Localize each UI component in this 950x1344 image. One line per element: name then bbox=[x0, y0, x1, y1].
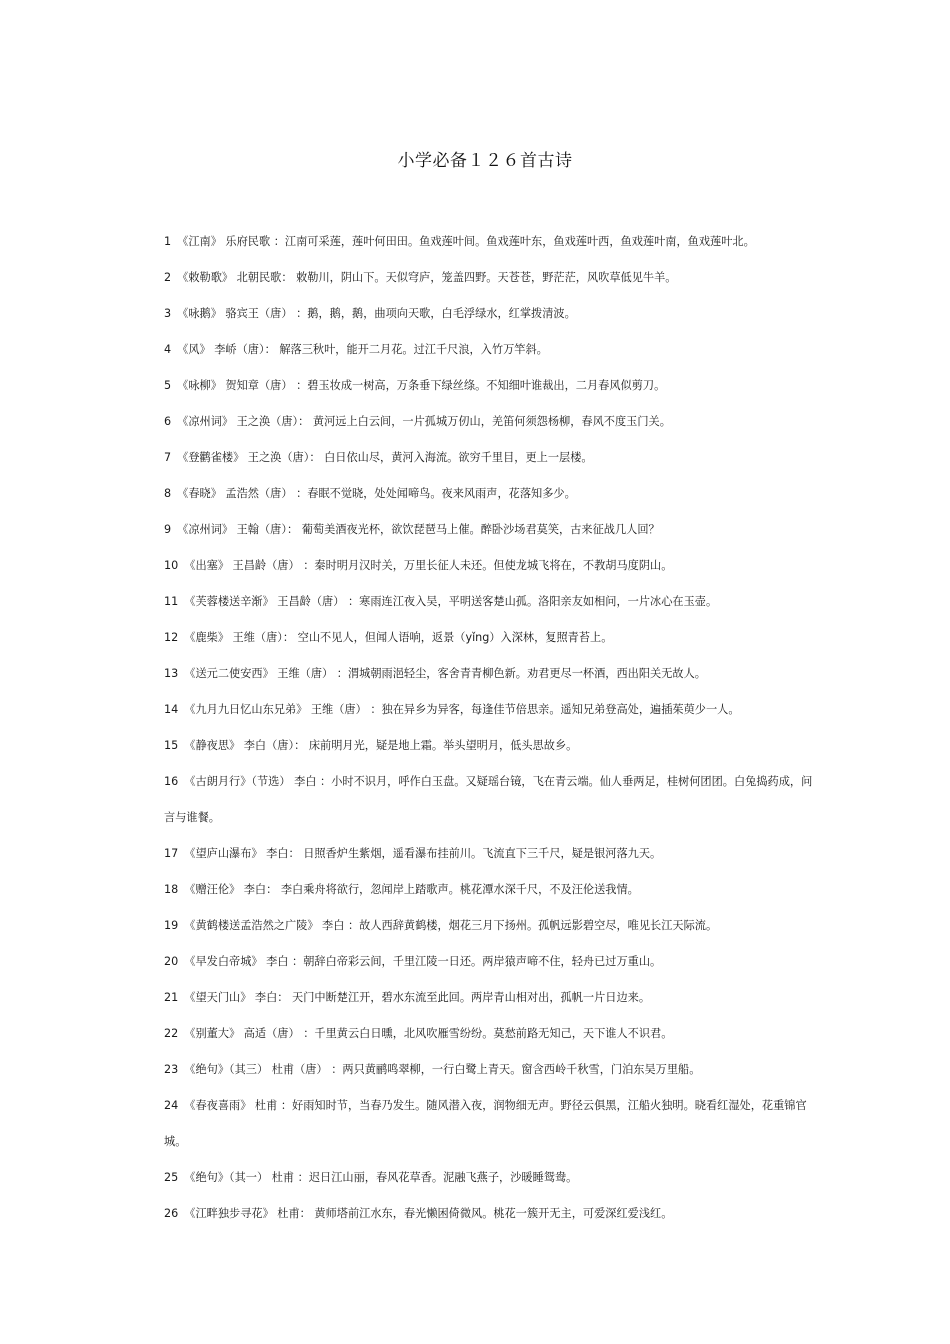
poem-text: 《早发白帝城》 李白 ：朝辞白帝彩云间，千里江陵一日还。两岸猿声啼不住，轻舟已过万重山。 bbox=[184, 955, 662, 968]
poem-text: 《咏柳》 贺知章（唐） ：碧玉妆成一树高，万条垂下绿丝绦。不知细叶谁裁出，二月春风似剪刀。 bbox=[177, 379, 666, 392]
poem-text: 《凉州词》 王翰（唐）： 葡萄美酒夜光杯，欲饮琵琶马上催。醉卧沙场君莫笑，古来征战几人回？ bbox=[177, 523, 660, 536]
poem-number: 21 bbox=[164, 991, 179, 1004]
poem-number: 15 bbox=[164, 739, 179, 752]
poem-text: 《敕勒歌》 北朝民歌： 敕勒川，阴山下。天似穹庐，笼盖四野。天苍苍，野茫茫，风吹草低见牛羊。 bbox=[177, 271, 677, 284]
poem-number: 23 bbox=[164, 1063, 179, 1076]
poem-entry bbox=[164, 836, 814, 872]
poem-list bbox=[164, 224, 814, 1232]
poem-entry bbox=[164, 1160, 814, 1196]
poem-entry bbox=[164, 332, 814, 368]
poem-entry bbox=[164, 260, 814, 296]
poem-entry bbox=[164, 512, 814, 548]
poem-entry bbox=[164, 368, 814, 404]
poem-entry bbox=[164, 224, 814, 260]
poem-number: 12 bbox=[164, 631, 179, 644]
poem-entry bbox=[164, 440, 814, 476]
poem-number: 4 bbox=[164, 343, 172, 356]
poem-entry bbox=[164, 476, 814, 512]
poem-entry bbox=[164, 728, 814, 764]
poem-text: 《绝句》（其三） 杜甫（唐） ：两只黄鹂鸣翠柳，一行白鹭上青天。窗含西岭千秋雪，门泊东吴万里船。 bbox=[184, 1063, 701, 1076]
poem-number: 3 bbox=[164, 307, 172, 320]
poem-number: 17 bbox=[164, 847, 179, 860]
poem-number: 8 bbox=[164, 487, 172, 500]
poem-number: 19 bbox=[164, 919, 179, 932]
poem-entry bbox=[164, 620, 814, 656]
poem-text: 《出塞》 王昌龄（唐） ：秦时明月汉时关，万里长征人未还。但使龙城飞将在，不教胡马度阴山。 bbox=[184, 559, 673, 572]
poem-number: 13 bbox=[164, 667, 179, 680]
poem-number: 10 bbox=[164, 559, 179, 572]
poem-entry bbox=[164, 1196, 814, 1232]
poem-number: 6 bbox=[164, 415, 172, 428]
poem-entry bbox=[164, 764, 814, 836]
poem-text: 《望天门山》 李白： 天门中断楚江开，碧水东流至此回。两岸青山相对出，孤帆一片日边来。 bbox=[184, 991, 651, 1004]
poem-number: 16 bbox=[164, 775, 179, 788]
poem-number: 11 bbox=[164, 595, 179, 608]
poem-entry bbox=[164, 548, 814, 584]
poem-entry bbox=[164, 296, 814, 332]
poem-number: 2 bbox=[164, 271, 172, 284]
poem-text: 《芙蓉楼送辛渐》 王昌龄（唐） ：寒雨连江夜入吴，平明送客楚山孤。洛阳亲友如相问，一片冰心在玉壶。 bbox=[184, 595, 718, 608]
poem-entry bbox=[164, 944, 814, 980]
poem-text: 《黄鹤楼送孟浩然之广陵》 李白 ：故人西辞黄鹤楼，烟花三月下扬州。孤帆远影碧空尽，唯见长江天际流。 bbox=[184, 919, 718, 932]
poem-number: 20 bbox=[164, 955, 179, 968]
poem-text: 《鹿柴》 王维（唐）： 空山不见人，但闻人语响，返景（yǐng）入深林，复照青苔上。 bbox=[184, 631, 613, 644]
poem-text: 《静夜思》 李白（唐）： 床前明月光，疑是地上霜。举头望明月，低头思故乡。 bbox=[184, 739, 578, 752]
poem-text: 《送元二使安西》 王维（唐） ：渭城朝雨浥轻尘，客舍青青柳色新。劝君更尽一杯酒，西出阳关无故人。 bbox=[184, 667, 706, 680]
poem-text: 《江南》 乐府民歌 ：江南可采莲，莲叶何田田。鱼戏莲叶间。鱼戏莲叶东，鱼戏莲叶西，鱼戏莲叶南，鱼戏莲叶北。 bbox=[177, 235, 755, 248]
poem-entry bbox=[164, 872, 814, 908]
poem-text: 《九月九日忆山东兄弟》 王维（唐） ：独在异乡为异客，每逢佳节倍思亲。遥知兄弟登高处，遍插茱萸少一人。 bbox=[184, 703, 740, 716]
poem-number: 5 bbox=[164, 379, 172, 392]
poem-entry bbox=[164, 980, 814, 1016]
poem-number: 1 bbox=[164, 235, 172, 248]
poem-text: 《风》 李峤（唐）： 解落三秋叶，能开二月花。过江千尺浪，入竹万竿斜。 bbox=[177, 343, 548, 356]
poem-entry bbox=[164, 1088, 814, 1160]
poem-number: 26 bbox=[164, 1207, 179, 1220]
poem-text: 《别董大》 高适（唐） ：千里黄云白日曛，北风吹雁雪纷纷。莫愁前路无知己，天下谁人不识君。 bbox=[184, 1027, 673, 1040]
poem-entry bbox=[164, 908, 814, 944]
poem-text: 《望庐山瀑布》 李白： 日照香炉生紫烟，遥看瀑布挂前川。飞流直下三千尺，疑是银河落九天。 bbox=[184, 847, 662, 860]
poem-entry bbox=[164, 1052, 814, 1088]
poem-number: 9 bbox=[164, 523, 172, 536]
poem-number: 25 bbox=[164, 1171, 179, 1184]
poem-entry bbox=[164, 584, 814, 620]
poem-text: 《春晓》 孟浩然（唐） ：春眠不觉晓，处处闻啼鸟。夜来风雨声，花落知多少。 bbox=[177, 487, 576, 500]
poem-number: 22 bbox=[164, 1027, 179, 1040]
poem-text: 《绝句》（其一） 杜甫 ：迟日江山丽，春风花草香。泥融飞燕子，沙暖睡鸳鸯。 bbox=[184, 1171, 578, 1184]
poem-entry bbox=[164, 1016, 814, 1052]
poem-number: 14 bbox=[164, 703, 179, 716]
poem-text: 《赠汪伦》 李白： 李白乘舟将欲行，忽闻岸上踏歌声。桃花潭水深千尺，不及汪伦送我情。 bbox=[184, 883, 639, 896]
page-title: 小学必备１２６首古诗 bbox=[397, 151, 573, 171]
poem-number: 18 bbox=[164, 883, 179, 896]
poem-number: 7 bbox=[164, 451, 172, 464]
poem-entry bbox=[164, 692, 814, 728]
poem-entry bbox=[164, 656, 814, 692]
poem-text: 《登鹳雀楼》 王之涣（唐）： 白日依山尽，黄河入海流。欲穷千里目，更上一层楼。 bbox=[177, 451, 593, 464]
poem-text: 《凉州词》 王之涣（唐）： 黄河远上白云间，一片孤城万仞山，羌笛何须怨杨柳，春风不度玉门关。 bbox=[177, 415, 671, 428]
poem-text: 《古朗月行》（节选） 李白 ：小时不识月，呼作白玉盘。又疑瑶台镜，飞在青云端。仙人垂两足，桂树何团团。白兔捣药成，问言与谁餐。 bbox=[164, 775, 813, 824]
poem-entry bbox=[164, 404, 814, 440]
poem-text: 《春夜喜雨》 杜甫 ：好雨知时节，当春乃发生。随风潜入夜，润物细无声。野径云俱黑，江船火独明。晓看红湿处，花重锦官城。 bbox=[164, 1099, 807, 1148]
poem-number: 24 bbox=[164, 1099, 179, 1112]
poem-text: 《咏鹅》 骆宾王（唐） ：鹅，鹅，鹅，曲项向天歌，白毛浮绿水，红掌拨清波。 bbox=[177, 307, 576, 320]
poem-text: 《江畔独步寻花》 杜甫： 黄师塔前江水东，春光懒困倚微风。桃花一簇开无主，可爱深红爱浅红。 bbox=[184, 1207, 673, 1220]
